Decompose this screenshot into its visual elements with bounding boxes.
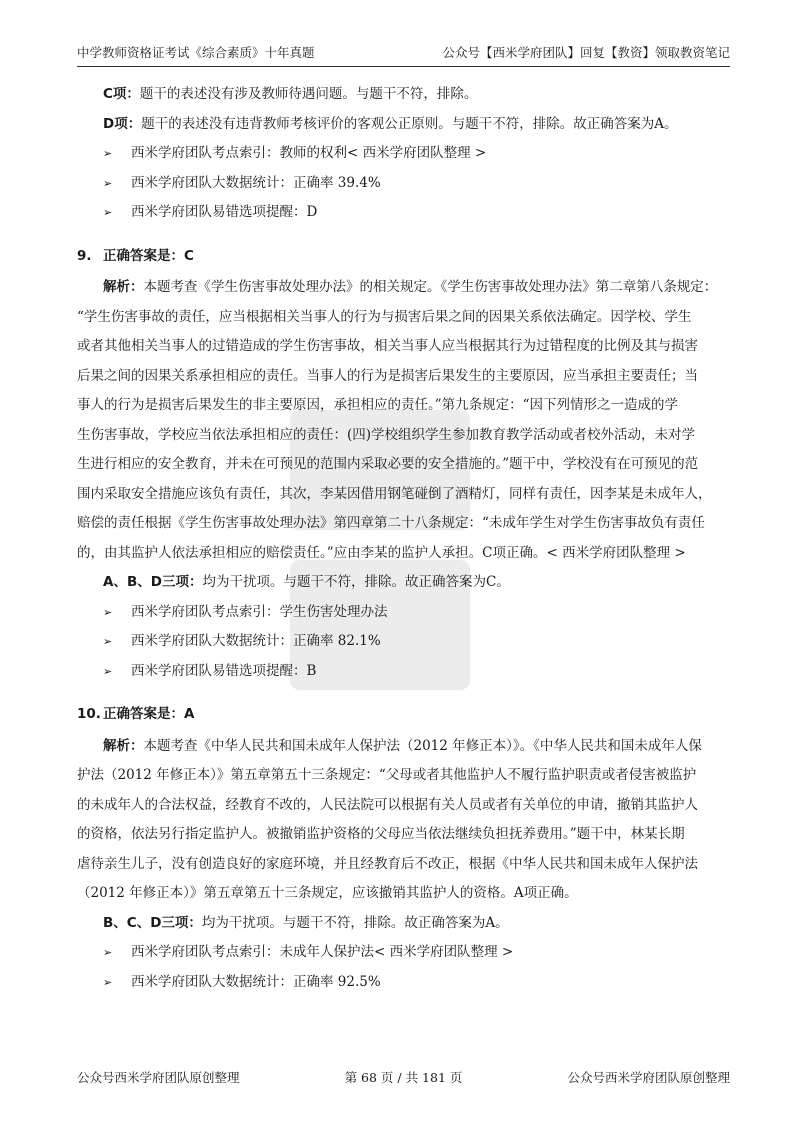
question-9-answer: 9. 正确答案是：C (77, 247, 194, 264)
bullet-item: ➢ 西米学府团队考点索引：学生伤害处理办法 (77, 598, 730, 628)
question-9-analysis: 解析：本题考查《学生伤害事故处理办法》的相关规定。《学生伤害事故处理办法》第二章第八条规定： “学生伤害事故的责任，应当根据相关当事人的行为与损害后果之间的因果关系依法确定。因学校、学生 或者其他相关当事人的过错造成的学生伤害事故，相关当事人应当根据其行为过错程度的比例及其与损害 后果之间的因果关系承担相应的责任。当事人的行为是损害后果发生的主要原因，应当承担主要责任；当 事人的行为是损害后果发生的非主要原因，承担相应的责任。”第九条规定：“因下列情形之一造成的学 生伤害事故，学校应当依法承担相应的责任：(四)学校组织学生参加教育教学活动或者校外活动，未对学 生进行相应的安全教育，并未在可预见的范围内采取必要的安全措施的。”题干中，学校没有在可预见的范 围内采取安全措施应该负有责任，其次，李某因借用钢笔碰倒了酒精灯，同样有责任，因李某是未成年人， 赔偿的责任根据《学生伤害事故处理办法》第四章第二十八条规定：“未成年学生对学生伤害事故负有责任 的，由其监护人依法承担相应的赔偿责任。”应由李某的监护人承担。C项正确。< 西米学府团队整理 > (77, 279, 718, 561)
option-d-explanation: D项：题干的表述没有违背教师考核评价的客观公正原则。与题干不符，排除。故正确答案为A。 (103, 115, 678, 132)
option-c-explanation: C项：题干的表述没有涉及教师待遇问题。与题干不符，排除。 (103, 86, 478, 102)
page-number: 第 68 页 / 共 181 页 (344, 1070, 463, 1085)
page-footer (77, 1068, 730, 1086)
question-10-analysis: 解析：本题考查《中华人民共和国未成年人保护法（2012 年修正本）》。《中华人民共和国未成年人保 护法（2012 年修正本）》第五章第五十三条规定：“父母或者其他监护人不履行监护职责或者侵害被监护 的未成年人的合法权益，经教育不改的，人民法院可以根据有关人员或者有关单位的申请，撤销其监护人 的资格，依法另行指定监护人。被撤销监护资格的父母应当依法继续负担抚养费用。”题干中，林某长期 虐待亲生儿子，没有创造良好的家庭环境，并且经教育后不改正，根据《中华人民共和国未成年人保护法 （2012 年修正本）》第五章第五十三条规定，应该撤销其监护人的资格。A项正确。 (77, 737, 702, 901)
arrow-bullet-icon: ➢ (103, 975, 113, 989)
options-abd-explanation: A、B、D三项：均为干扰项。与题干不符，排除。故正确答案为C。 (103, 574, 510, 590)
bullet-item: ➢ 西米学府团队易错选项提醒：D (77, 198, 730, 228)
header-promo: 公众号【西米学府团队】回复【教资】领取教资笔记 (442, 45, 730, 60)
arrow-bullet-icon: ➢ (103, 946, 113, 959)
options-bcd-explanation: B、C、D三项：均为干扰项。与题干不符，排除。故正确答案为A。 (103, 914, 509, 931)
page-content (77, 80, 730, 997)
arrow-bullet-icon: ➢ (103, 635, 113, 648)
bullet-item: ➢ 西米学府团队大数据统计：正确率 92.5% (77, 968, 730, 998)
bullet-item: ➢ 西米学府团队大数据统计：正确率 82.1% (77, 627, 730, 657)
arrow-bullet-icon: ➢ (103, 176, 113, 190)
header-title: 中学教师资格证考试《综合素质》十年真题 (77, 45, 315, 60)
footer-left-credit: 公众号西米学府团队原创整理 (77, 1070, 240, 1085)
arrow-bullet-icon: ➢ (103, 147, 113, 160)
arrow-bullet-icon: ➢ (103, 664, 113, 678)
bullet-item: ➢ 西米学府团队易错选项提醒：B (77, 657, 730, 687)
bullet-item: ➢ 西米学府团队考点索引：未成年人保护法< 西米学府团队整理 > (77, 938, 730, 968)
arrow-bullet-icon: ➢ (103, 206, 113, 219)
page-header (77, 38, 730, 67)
arrow-bullet-icon: ➢ (103, 605, 113, 619)
bullet-item: ➢ 西米学府团队考点索引：教师的权利< 西米学府团队整理 > (77, 139, 730, 169)
bullet-item: ➢ 西米学府团队大数据统计：正确率 39.4% (77, 169, 730, 199)
question-10-answer: 10. 正确答案是：A (77, 706, 195, 722)
footer-right-credit: 公众号西米学府团队原创整理 (567, 1070, 730, 1085)
